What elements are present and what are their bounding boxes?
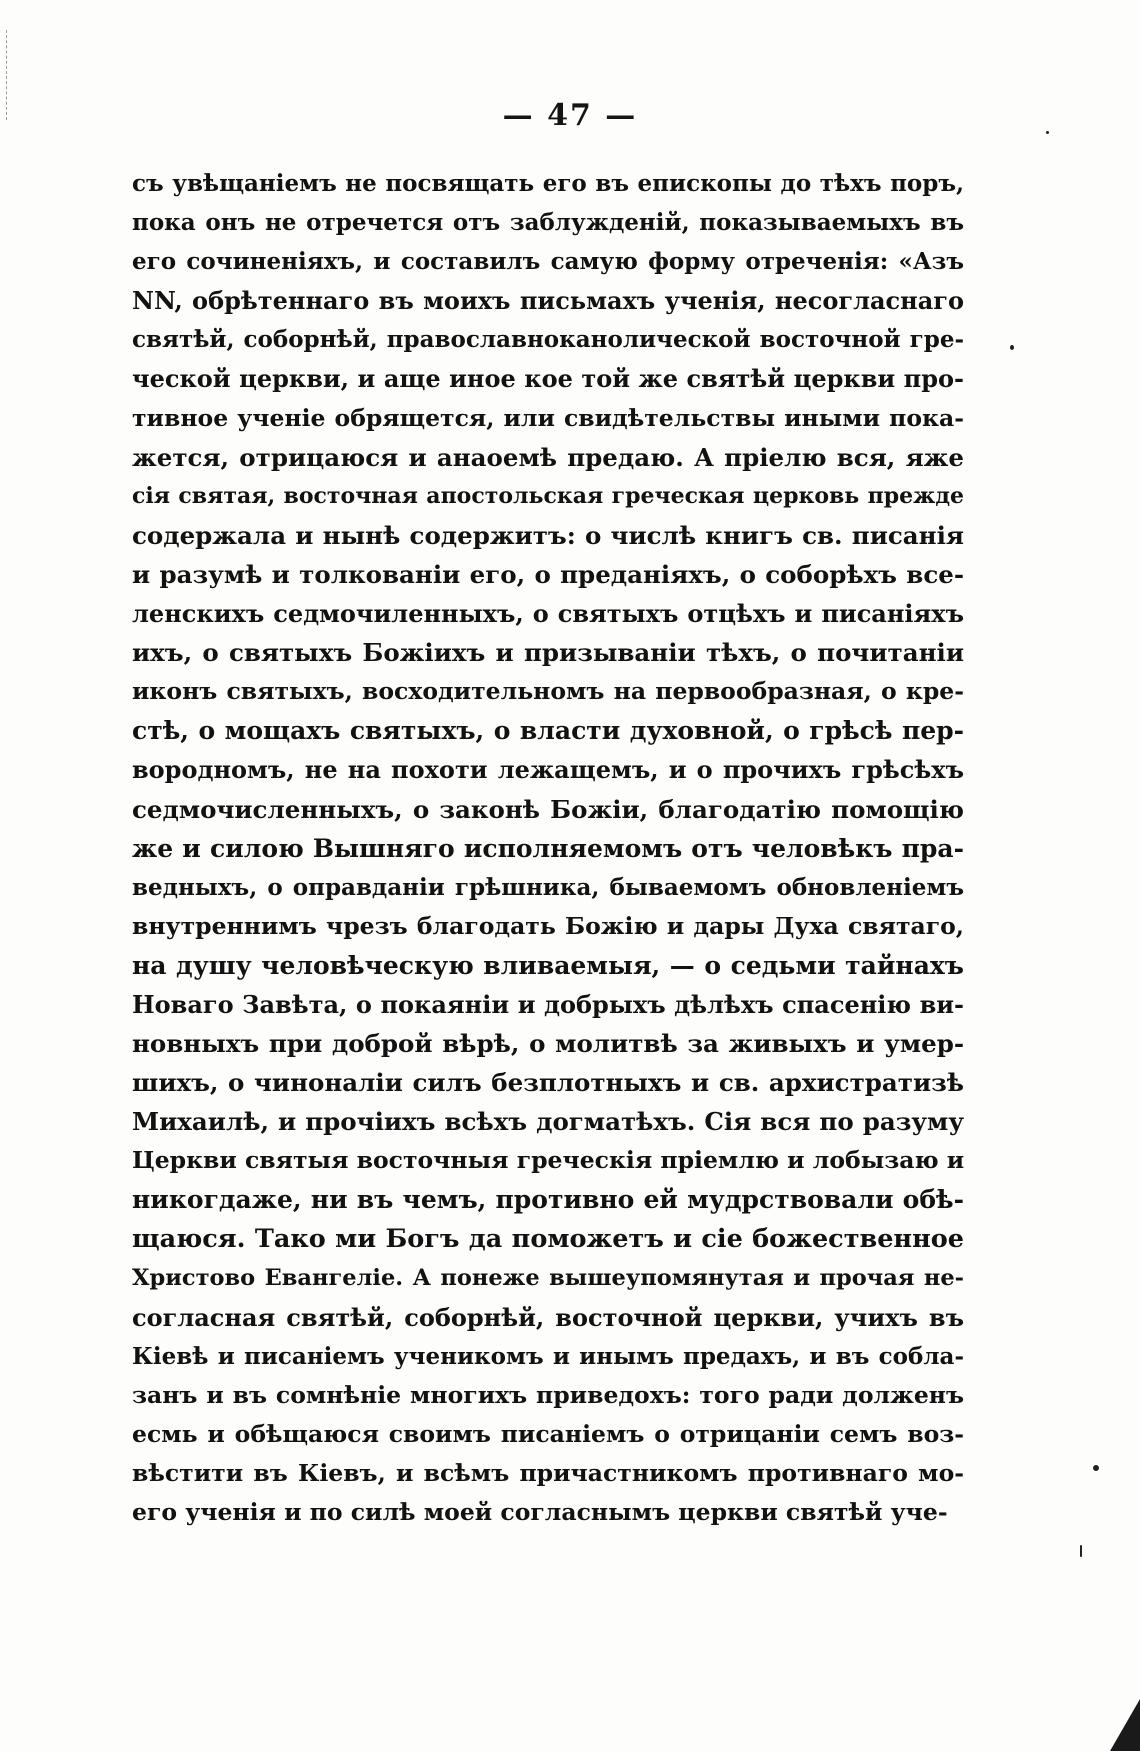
page-corner-mark: [1110, 1699, 1140, 1751]
text-line: вородномъ, не на похоти лежащемъ, и о прочихъ грѣсѣхъ: [132, 755, 964, 785]
text-line: иконъ святыхъ, восходительномъ на первообразная, о кре-: [132, 677, 964, 706]
text-line: стѣ, о мощахъ святыхъ, о власти духовной, о грѣсѣ пер-: [132, 716, 964, 746]
text-line: ленскихъ седмочиленныхъ, о святыхъ отцѣхъ и писаніяхъ: [132, 599, 964, 629]
text-line: ческой церкви, и аще иное кое той же святѣй церкви про-: [132, 364, 964, 394]
text-line: согласная святѣй, соборнѣй, восточной церкви, учихъ въ: [132, 1302, 964, 1332]
text-line: на душу человѣческую вливаемыя, — о седьми тайнахъ: [132, 950, 964, 980]
page-number: — 47 —: [502, 98, 638, 133]
text-line: тивное ученіе обрящется, или свидѣтельствы иными пока-: [132, 403, 964, 432]
text-line: съ увѣщаніемъ не посвящать его въ епископы до тѣхъ поръ,: [132, 170, 964, 197]
text-line: новныхъ при доброй вѣрѣ, о молитвѣ за живыхъ и умер-: [132, 1029, 964, 1059]
scan-speck: [1093, 1465, 1099, 1471]
text-line: и разумѣ и толкованіи его, о преданіяхъ, о соборѣхъ все-: [132, 559, 964, 589]
scan-speck: [1080, 1545, 1082, 1557]
text-line: щаюся. Тако ми Богъ да поможетъ и сіе божественное: [132, 1223, 964, 1254]
text-line: внутреннимъ чрезъ благодать Божію и дары Духа святаго,: [132, 911, 964, 940]
text-line: сія святая, восточная апостольская греческая церковь прежде: [132, 482, 964, 509]
body-text: [132, 164, 964, 1532]
text-line: шихъ, о чиноналіи силъ безплотныхъ и св. архистратизѣ: [132, 1068, 964, 1098]
text-line: ведныхъ, о оправданіи грѣшника, бываемомъ обновленіемъ: [132, 873, 964, 901]
text-line: Новаго Завѣта, о покаяніи и добрыхъ дѣлѣхъ спасенію ви-: [132, 989, 964, 1019]
text-line: жется, отрицаюся и анаоемѣ предаю. А пріелю вся, яже: [132, 442, 964, 472]
text-line: его сочиненіяхъ, и составилъ самую форму отреченія: «Азъ: [132, 248, 964, 276]
text-line: его ученія и по силѣ моей согласнымъ церкви святѣй уче-: [132, 1498, 948, 1527]
text-line: содержала и нынѣ содержитъ: о числѣ книгъ св. писанія: [132, 520, 964, 550]
text-line: есмь и обѣщаюся своимъ писаніемъ о отрицаніи семъ воз-: [132, 1420, 964, 1448]
text-line: Кіевѣ и писаніемъ ученикомъ и инымъ предахъ, и въ собла-: [132, 1342, 964, 1370]
text-line: NN, обрѣтеннаго въ моихъ письмахъ ученія, несогласнаго: [132, 286, 964, 316]
text-line: же и силою Вышняго исполняемомъ отъ человѣкъ пра-: [132, 833, 964, 863]
text-line: ихъ, о святыхъ Божіихъ и призываніи тѣхъ, о почитаніи: [132, 638, 964, 668]
text-line: седмочисленныхъ, о законѣ Божіи, благодатію помощію: [132, 794, 964, 824]
scan-speck: [1046, 131, 1049, 134]
text-line: пока онъ не отречется отъ заблужденій, показываемыхъ въ: [132, 209, 964, 237]
text-line: святѣй, соборнѣй, православноканолической восточной гре-: [132, 326, 964, 354]
scan-speck: [1010, 345, 1014, 350]
text-line: вѣстити въ Кіевъ, и всѣмъ причастникомъ противнаго мо-: [132, 1459, 964, 1488]
text-line: Церкви святыя восточныя греческія пріемлю и лобызаю и: [132, 1146, 964, 1175]
text-line: никогдаже, ни въ чемъ, противно ей мудрствовали обѣ-: [132, 1185, 964, 1215]
text-line: Христово Евангеліе. А понеже вышеупомянутая и прочая не-: [132, 1264, 964, 1291]
text-line: Михаилѣ, и прочіихъ всѣхъ догматѣхъ. Сія вся по разуму: [132, 1107, 964, 1137]
text-line: занъ и въ сомнѣніе многихъ приведохъ: того ради долженъ: [132, 1380, 964, 1409]
